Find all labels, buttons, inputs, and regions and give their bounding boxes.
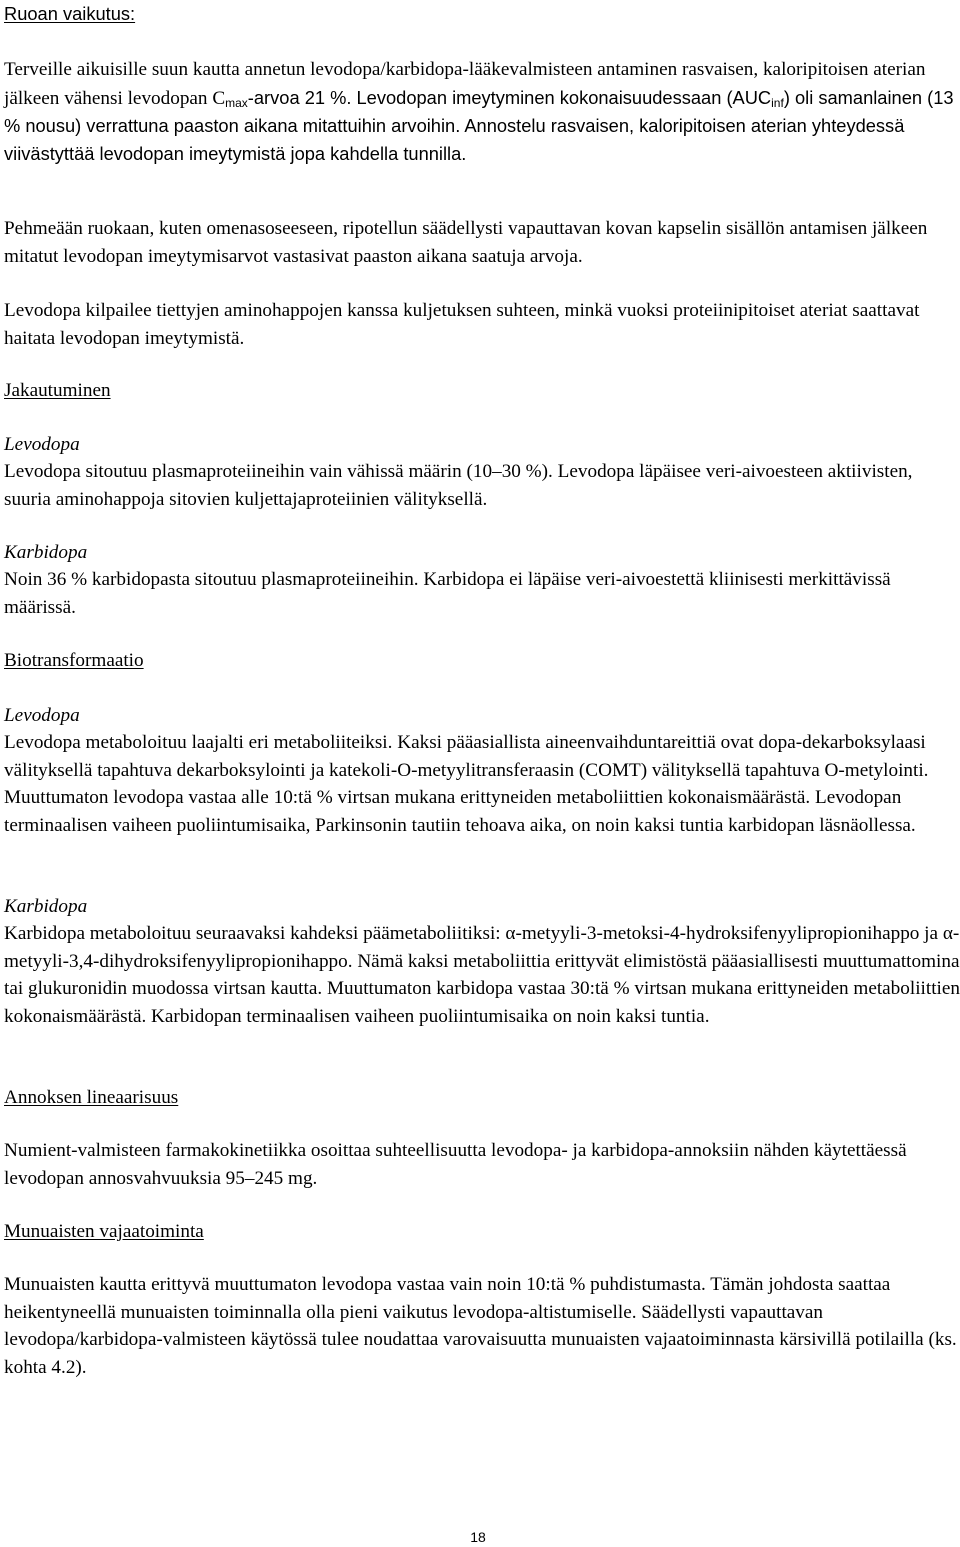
food-effect-paragraph-2: Pehmeään ruokaan, kuten omenasoseeseen, ripotellun säädellysti vapauttavan kovan kapselin sisällön antamisen jälkeen mitatut levodopan imeytymisarvot vastasivat paaston aikana saatuja arvoja. [4,218,928,267]
distribution-levodopa-label: Levodopa [4,434,80,455]
food-p1-part-b: -arvoa 21 %. Levodopan imeytyminen kokonaisuudessaan (AUC [247,86,772,108]
renal-impairment-heading: Munuaisten vajaatoiminta [4,1221,204,1242]
food-p1-part-a: Terveille aikuisille suun kautta annetun levodopa/karbidopa-lääkevalmisteen antaminen rasvaisen, kaloripitoisen aterian jälkeen vähensi levodopan C [4,59,926,109]
linearity-text: Numient-valmisteen farmakokinetiikka osoittaa suhteellisuutta levodopa- ja karbidopa-annoksiin nähden käytettäessä levodopan annosvahvuuksia 95–245 mg. [4,1140,907,1189]
biotransformation-heading: Biotransformaatio [4,650,144,671]
linearity-heading: Annoksen lineaarisuus [4,1087,179,1108]
renal-impairment-text: Munuaisten kautta erittyvä muuttumaton levodopa vastaa vain noin 10:tä % puhdistumasta. Tämän johdosta saattaa heikentyneellä munuaisten toiminnalla olla pieni vaikutus levodopa-altistumiselle. Säädellysti vapauttavan levodopa/karbidopa-valmisteen käytössä tulee noudattaa varovaisuutta munuaisten vajaatoiminnasta kärsivillä potilailla (ks. kohta 4.2). [4,1274,957,1378]
biotransformation-levodopa-text: Levodopa metaboloituu laajalti eri metaboliiteiksi. Kaksi pääasiallista aineenvaihduntareittiä ovat dopa-dekarboksylaasi välityksellä tapahtuva dekarboksylointi ja katekoli-O-metyylitransferaasin (COMT) välityksellä tapahtuva O-metylointi. Muuttumaton levodopa vastaa alle 10:tä % virtsan mukana erittyneiden metaboliittien kokonaismäärästä. Levodopan terminaalisen vaiheen puoliintumisaika, Parkinsonin tautiin tehoava aika, on noin kaksi tuntia karbidopan läsnäollessa. [4,732,929,836]
food-effect-heading: Ruoan vaikutus: [4,3,136,24]
distribution-carbidopa-text: Noin 36 % karbidopasta sitoutuu plasmaproteiineihin. Karbidopa ei läpäise veri-aivoestettä kliinisesti merkittävissä määrissä. [4,569,891,618]
food-p1-subscript-max: max [225,95,248,110]
food-p1-part-c: ) oli samanlainen (13 % nousu) verrattuna paaston aikana mitattuihin arvoihin. Annostelu rasvaisen, kaloripitoisen aterian yhteydessä viivästyttää levodopan imeytymistä jopa kahdella tunnilla. [4,86,954,164]
food-effect-paragraph-1 [4,55,960,167]
biotransformation-carbidopa-label: Karbidopa [4,896,88,917]
distribution-levodopa-text: Levodopa sitoutuu plasmaproteiineihin vain vähissä määrin (10–30 %). Levodopa läpäisee veri-aivoesteen aktiivisten, suuria aminohappoja sitovien kuljettajaproteiinien välityksellä. [4,461,913,510]
food-p1-subscript-inf: inf [771,95,784,110]
distribution-carbidopa-label: Karbidopa [4,542,88,563]
biotransformation-levodopa-label: Levodopa [4,705,80,726]
food-effect-paragraph-3: Levodopa kilpailee tiettyjen aminohappojen kanssa kuljetuksen suhteen, minkä vuoksi proteiinipitoiset ateriat saattavat haitata levodopan imeytymistä. [4,300,920,349]
page-number: 18 [470,1529,486,1545]
biotransformation-carbidopa-text: Karbidopa metaboloituu seuraavaksi kahdeksi päämetaboliitiksi: α-metyyli-3-metoksi-4-hydroksifenyylipropionihappo ja α-metyyli-3,4-dihydroksifenyylipropionihappo. Nämä kaksi metaboliittia erittyvät elimistöstä pääasiallisesti muuttumattomina tai glukuronidin muodossa virtsan kautta. Muuttumaton karbidopa vastaa 30:tä % virtsan mukana erittyneiden metaboliittien kokonaismäärästä. Karbidopan terminaalisen vaiheen puoliintumisaika on noin kaksi tuntia. [4,923,960,1027]
distribution-heading: Jakautuminen [4,380,111,401]
